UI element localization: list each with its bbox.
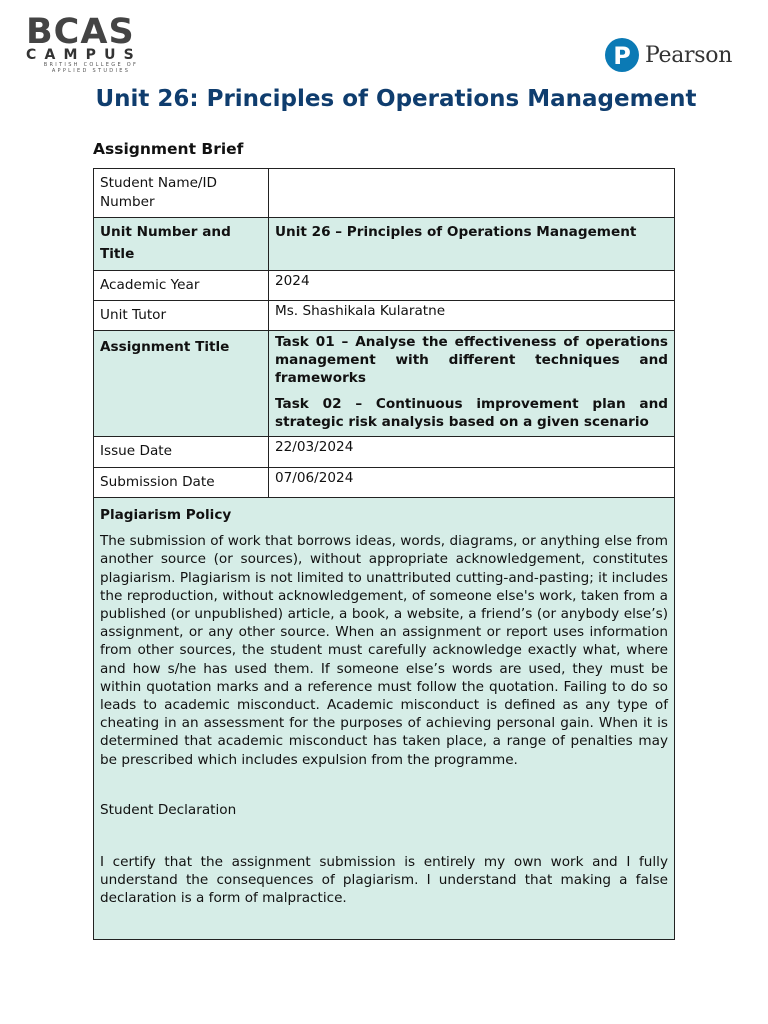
pearson-mark-icon xyxy=(605,38,639,72)
bcas-logo-subline-1: BRITISH COLLEGE OF xyxy=(43,62,139,68)
task-02-title: Task 02 – Continuous improvement plan and strategic risk analysis based on a given scenario xyxy=(275,396,668,430)
academic-year-value: 2024 xyxy=(269,271,675,301)
academic-year-label: Academic Year xyxy=(94,271,269,301)
pearson-mark-letter: P xyxy=(613,42,631,70)
page-title: Unit 26: Principles of Operations Management xyxy=(95,86,697,112)
unit-tutor-value: Ms. Shashikala Kularatne xyxy=(269,301,675,331)
student-name-label: Student Name/ID Number xyxy=(94,169,269,218)
unit-label: Unit Number and Title xyxy=(94,218,269,271)
bcas-logo-subline-2: APPLIED STUDIES xyxy=(51,68,131,74)
bcas-logo-campus: CAMPUS xyxy=(26,47,142,63)
student-name-value xyxy=(269,169,675,218)
assignment-title-value xyxy=(269,331,675,437)
bcas-logo-word: BCAS xyxy=(26,12,135,52)
unit-value: Unit 26 – Principles of Operations Management xyxy=(269,218,675,271)
plagiarism-policy-cell xyxy=(94,498,675,940)
pearson-logo xyxy=(605,36,732,74)
table-row-plagiarism xyxy=(94,498,675,940)
submission-date-value: 07/06/2024 xyxy=(269,468,675,498)
declaration-body: I certify that the assignment submission is entirely my own work and I fully understand the consequences of plagiarism. I understand that making a false declaration is a form of malpractice. xyxy=(100,854,668,907)
pearson-logo-word: Pearson xyxy=(645,42,733,68)
plagiarism-heading: Plagiarism Policy xyxy=(100,507,232,523)
declaration-heading: Student Declaration xyxy=(100,801,237,818)
issue-date-label: Issue Date xyxy=(94,437,269,468)
table-row-assignment-title xyxy=(94,331,675,437)
issue-date-value: 22/03/2024 xyxy=(269,437,675,468)
assignment-brief-table xyxy=(93,168,675,940)
task-01-title: Task 01 – Analyse the effectiveness of operations management with different techniques and frameworks xyxy=(275,334,668,386)
table-row-submission-date xyxy=(94,468,675,498)
submission-date-label: Submission Date xyxy=(94,468,269,498)
table-row-issue-date xyxy=(94,437,675,468)
table-row-unit-tutor xyxy=(94,301,675,331)
unit-tutor-label: Unit Tutor xyxy=(94,301,269,331)
assignment-title-label: Assignment Title xyxy=(94,331,269,437)
table-row-student-name xyxy=(94,169,675,218)
table-row-academic-year xyxy=(94,271,675,301)
section-heading: Assignment Brief xyxy=(93,140,244,158)
plagiarism-body: The submission of work that borrows ideas, words, diagrams, or anything else from another source (or sources), without appropriate acknowledgement, constitutes plagiarism. Plagiarism is not limited to unattributed cutting-and-pasting; it includes the reproduction, without acknowledgement, of someone else's work, taken from a published (or unpublished) article, a book, a website, a friend’s (or anybody else’s) assignment, or any other source. When an assignment or report uses information from other sources, the student must carefully acknowledge exactly what, where and how s/he has used them. If someone else’s words are used, they must be within quotation marks and a reference must follow the quotation. Failing to do so leads to academic misconduct. Academic misconduct is defined as any type of cheating in an assessment for the purposes of achieving personal gain. When it is determined that academic misconduct has taken place, a range of penalties may be prescribed which includes expulsion from the programme. xyxy=(100,533,668,768)
table-row-unit xyxy=(94,218,675,271)
bcas-campus-logo xyxy=(26,12,160,74)
